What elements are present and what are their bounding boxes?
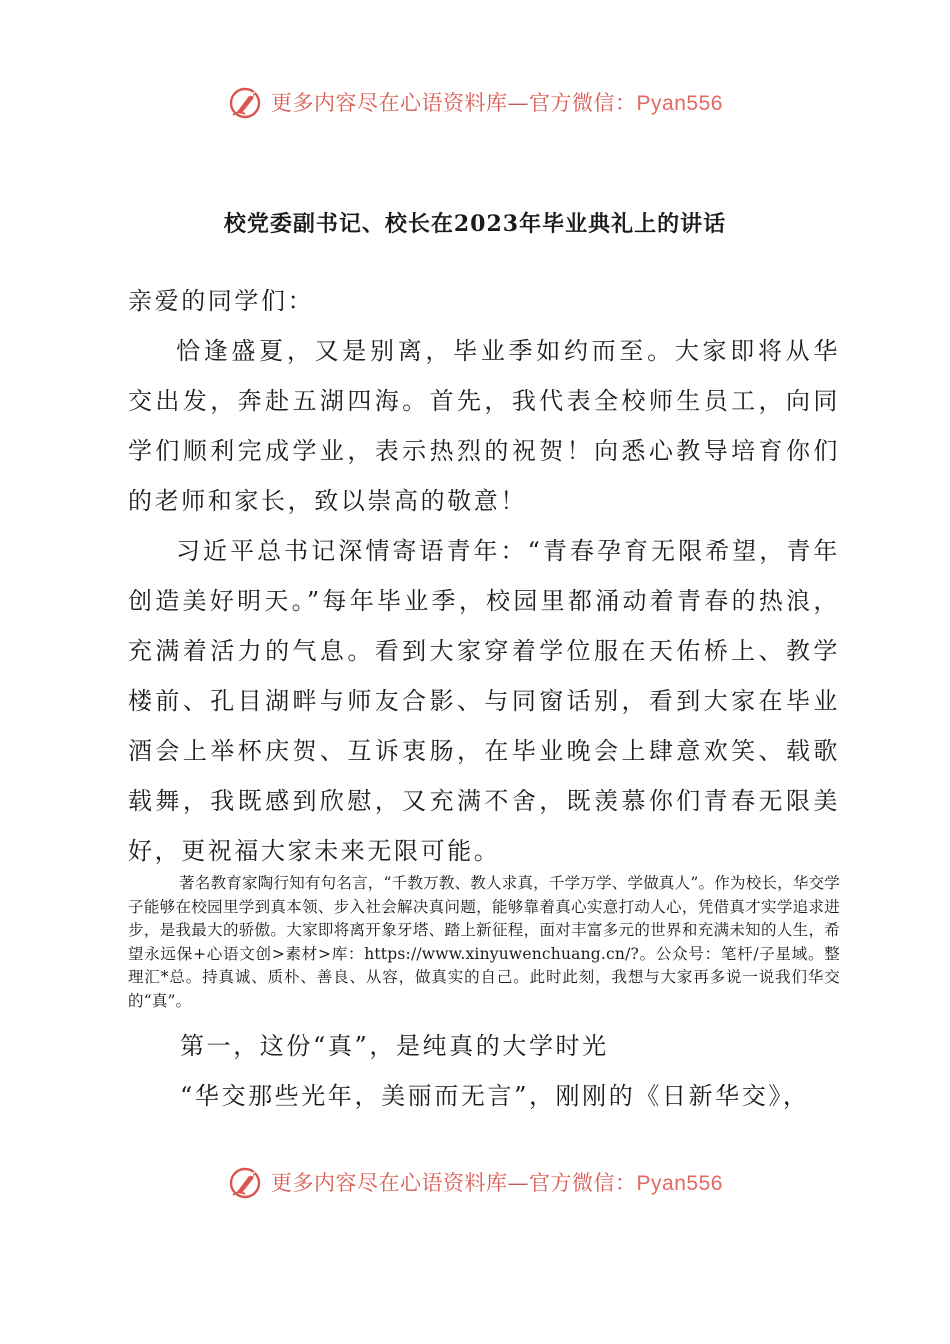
banner-wechat-id: Pyan556 [636, 92, 723, 115]
paragraph: 恰逢盛夏，又是别离，毕业季如约而至。大家即将从华交出发，奔赴五湖四海。首先，我代表全校师生员工，向同学们顺利完成学业，表示热烈的祝贺！向悉心教导培育你们的老师和家长，致以崇高的敬意！ [128, 337, 840, 515]
paragraph: 习近平总书记深情寄语青年：“青春孕育无限希望，青年创造美好明天。”每年毕业季，校园里都涌动着青春的热浪，充满着活力的气息。看到大家穿着学位服在天佑桥上、教学楼前、孔目湖畔与师友合影、与同窗话别，看到大家在毕业酒会上举杯庆贺、互诉衷肠，在毕业晚会上肆意欢笑、载歌载舞，我既感到欣慰，又充满不舍，既羡慕你们青春无限美好，更祝福大家未来无限可能。 [128, 537, 840, 865]
paragraph-first-line: “华交那些光年，美丽而无言”，刚刚的《日新华交》， [180, 1082, 810, 1110]
banner-official-text: 官方微信： [529, 1171, 637, 1195]
salutation: 亲爱的同学们： [128, 287, 315, 315]
banner-wechat-id: Pyan556 [636, 1172, 723, 1195]
paragraph-block [128, 326, 840, 526]
paragraph-block [128, 526, 840, 876]
banner-text [271, 1167, 723, 1197]
banner-separator: — [507, 91, 530, 115]
banner-main-text: 更多内容尽在心语资料库 [271, 91, 508, 115]
banner-official-text: 官方微信： [529, 91, 637, 115]
pen-nib-logo-icon [227, 82, 267, 122]
banner-text [271, 87, 723, 117]
header-banner [0, 80, 950, 124]
document-title: 校党委副书记、校长在2023年毕业典礼上的讲话 [223, 211, 727, 237]
banner-main-text: 更多内容尽在心语资料库 [271, 1171, 508, 1195]
section-heading: 第一，这份“真”，是纯真的大学时光 [180, 1032, 609, 1060]
banner-separator: — [507, 1171, 530, 1195]
pen-nib-logo-icon [227, 1162, 267, 1202]
small-paragraph: 著名教育家陶行知有句名言，“千教万教、教人求真，千学万学、学做真人”。作为校长，华交学子能够在校园里学到真本领、步入社会解决真问题，能够靠着真心实意打动人心，凭借真才实学追求进步，是我最大的骄傲。大家即将离开象牙塔、踏上新征程，面对丰富多元的世界和充满未知的人生，希望永远保+心语文创>素材>库：https://www.xinyuwenchuang.cn/?。公众号：笔杆/子星域。整理汇*总。持真诚、质朴、善良、从容，做真实的自己。此时此刻，我想与大家再多说一说我们华交的“真”。 [128, 874, 840, 1010]
footer-banner [0, 1160, 950, 1204]
